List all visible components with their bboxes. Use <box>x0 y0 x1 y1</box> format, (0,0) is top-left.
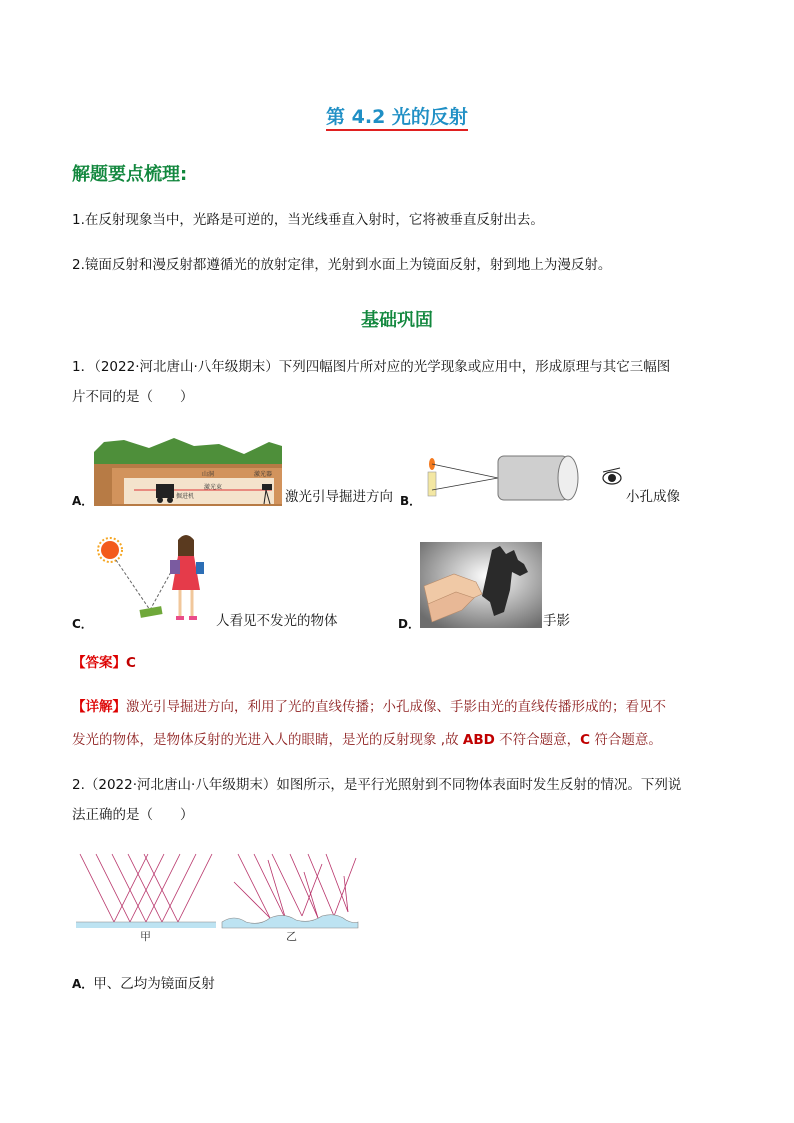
answer-value: C <box>126 655 136 671</box>
figure-label-yi: 乙 <box>286 930 297 943</box>
option-b-text: 小孔成像 <box>626 489 680 505</box>
detail-line-1 <box>72 697 666 717</box>
section-heading-tips: 解题要点梳理: <box>72 164 188 185</box>
question-2-line-2: 法正确的是（ ） <box>72 807 194 823</box>
option-a-label: A． <box>72 494 94 508</box>
tip-point-2: 2.镜面反射和漫反射都遵循光的放射定律，光射到水面上为镜面反射，射到地上为漫反射。 <box>72 257 612 273</box>
detail-text-2b: ABD <box>462 732 495 748</box>
specular-reflection-diagram <box>80 854 212 922</box>
question-1-line-2: 片不同的是（ ） <box>72 389 194 405</box>
q2-option-a-text: 甲、乙均为镜面反射 <box>93 976 215 992</box>
figA-label-laser-beam: 激光束 <box>204 484 223 491</box>
reflection-girl-figure <box>94 530 214 626</box>
option-c-label: C． <box>72 617 93 631</box>
question-2-line-1: 2.（2022·河北唐山·八年级期末）如图所示，是平行光照射到不同物体表面时发生反射的情况。下列说 <box>72 777 682 793</box>
reflection-comparison-figure <box>74 852 360 944</box>
tunnel-laser-figure <box>94 434 282 506</box>
q2-option-a-label: A． <box>72 977 94 991</box>
detail-text-1: 激光引导掘进方向，利用了光的直线传播；小孔成像、手影由光的直线传播形成的；看见不 <box>126 699 666 715</box>
figA-label-laser: 激光器 <box>254 471 273 478</box>
answer-line <box>72 653 136 673</box>
detail-line-2 <box>72 730 662 750</box>
detail-text-2e: 符合题意。 <box>590 732 662 748</box>
figure-label-jia: 甲 <box>140 930 151 943</box>
section-heading-basics: 基础巩固 <box>361 310 433 331</box>
question-1-line-1: 1．（2022·河北唐山·八年级期末）下列四幅图片所对应的光学现象或应用中，形成原理与其它三幅图 <box>72 359 671 375</box>
detail-text-2c: 不符合题意， <box>494 732 581 748</box>
hand-shadow-figure <box>420 542 542 628</box>
detail-text-2a: 发光的物体，是物体反射的光进入人的眼睛，是光的反射现象 ,故 <box>72 732 463 748</box>
option-a-text: 激光引导掘进方向 <box>285 489 393 505</box>
answer-bracket: 【答案】 <box>72 655 126 671</box>
option-d-label: D． <box>398 617 420 631</box>
figA-label-tunnel: 山洞 <box>202 471 215 478</box>
detail-bracket: 【详解】 <box>72 699 126 715</box>
option-b-label: B． <box>400 494 422 508</box>
page-title: 第 4.2 光的反射 <box>0 102 794 129</box>
pinhole-camera-figure <box>420 450 640 508</box>
diffuse-reflection-diagram <box>234 854 356 920</box>
figA-label-machine: 掘进机 <box>176 493 195 500</box>
question-2-option-a <box>72 972 215 992</box>
detail-text-2d: C <box>580 732 591 748</box>
tip-point-1: 1.在反射现象当中，光路是可逆的，当光线垂直入射时，它将被垂直反射出去。 <box>72 212 544 228</box>
option-d-text: 手影 <box>543 613 570 629</box>
option-c-text: 人看见不发光的物体 <box>216 613 338 629</box>
